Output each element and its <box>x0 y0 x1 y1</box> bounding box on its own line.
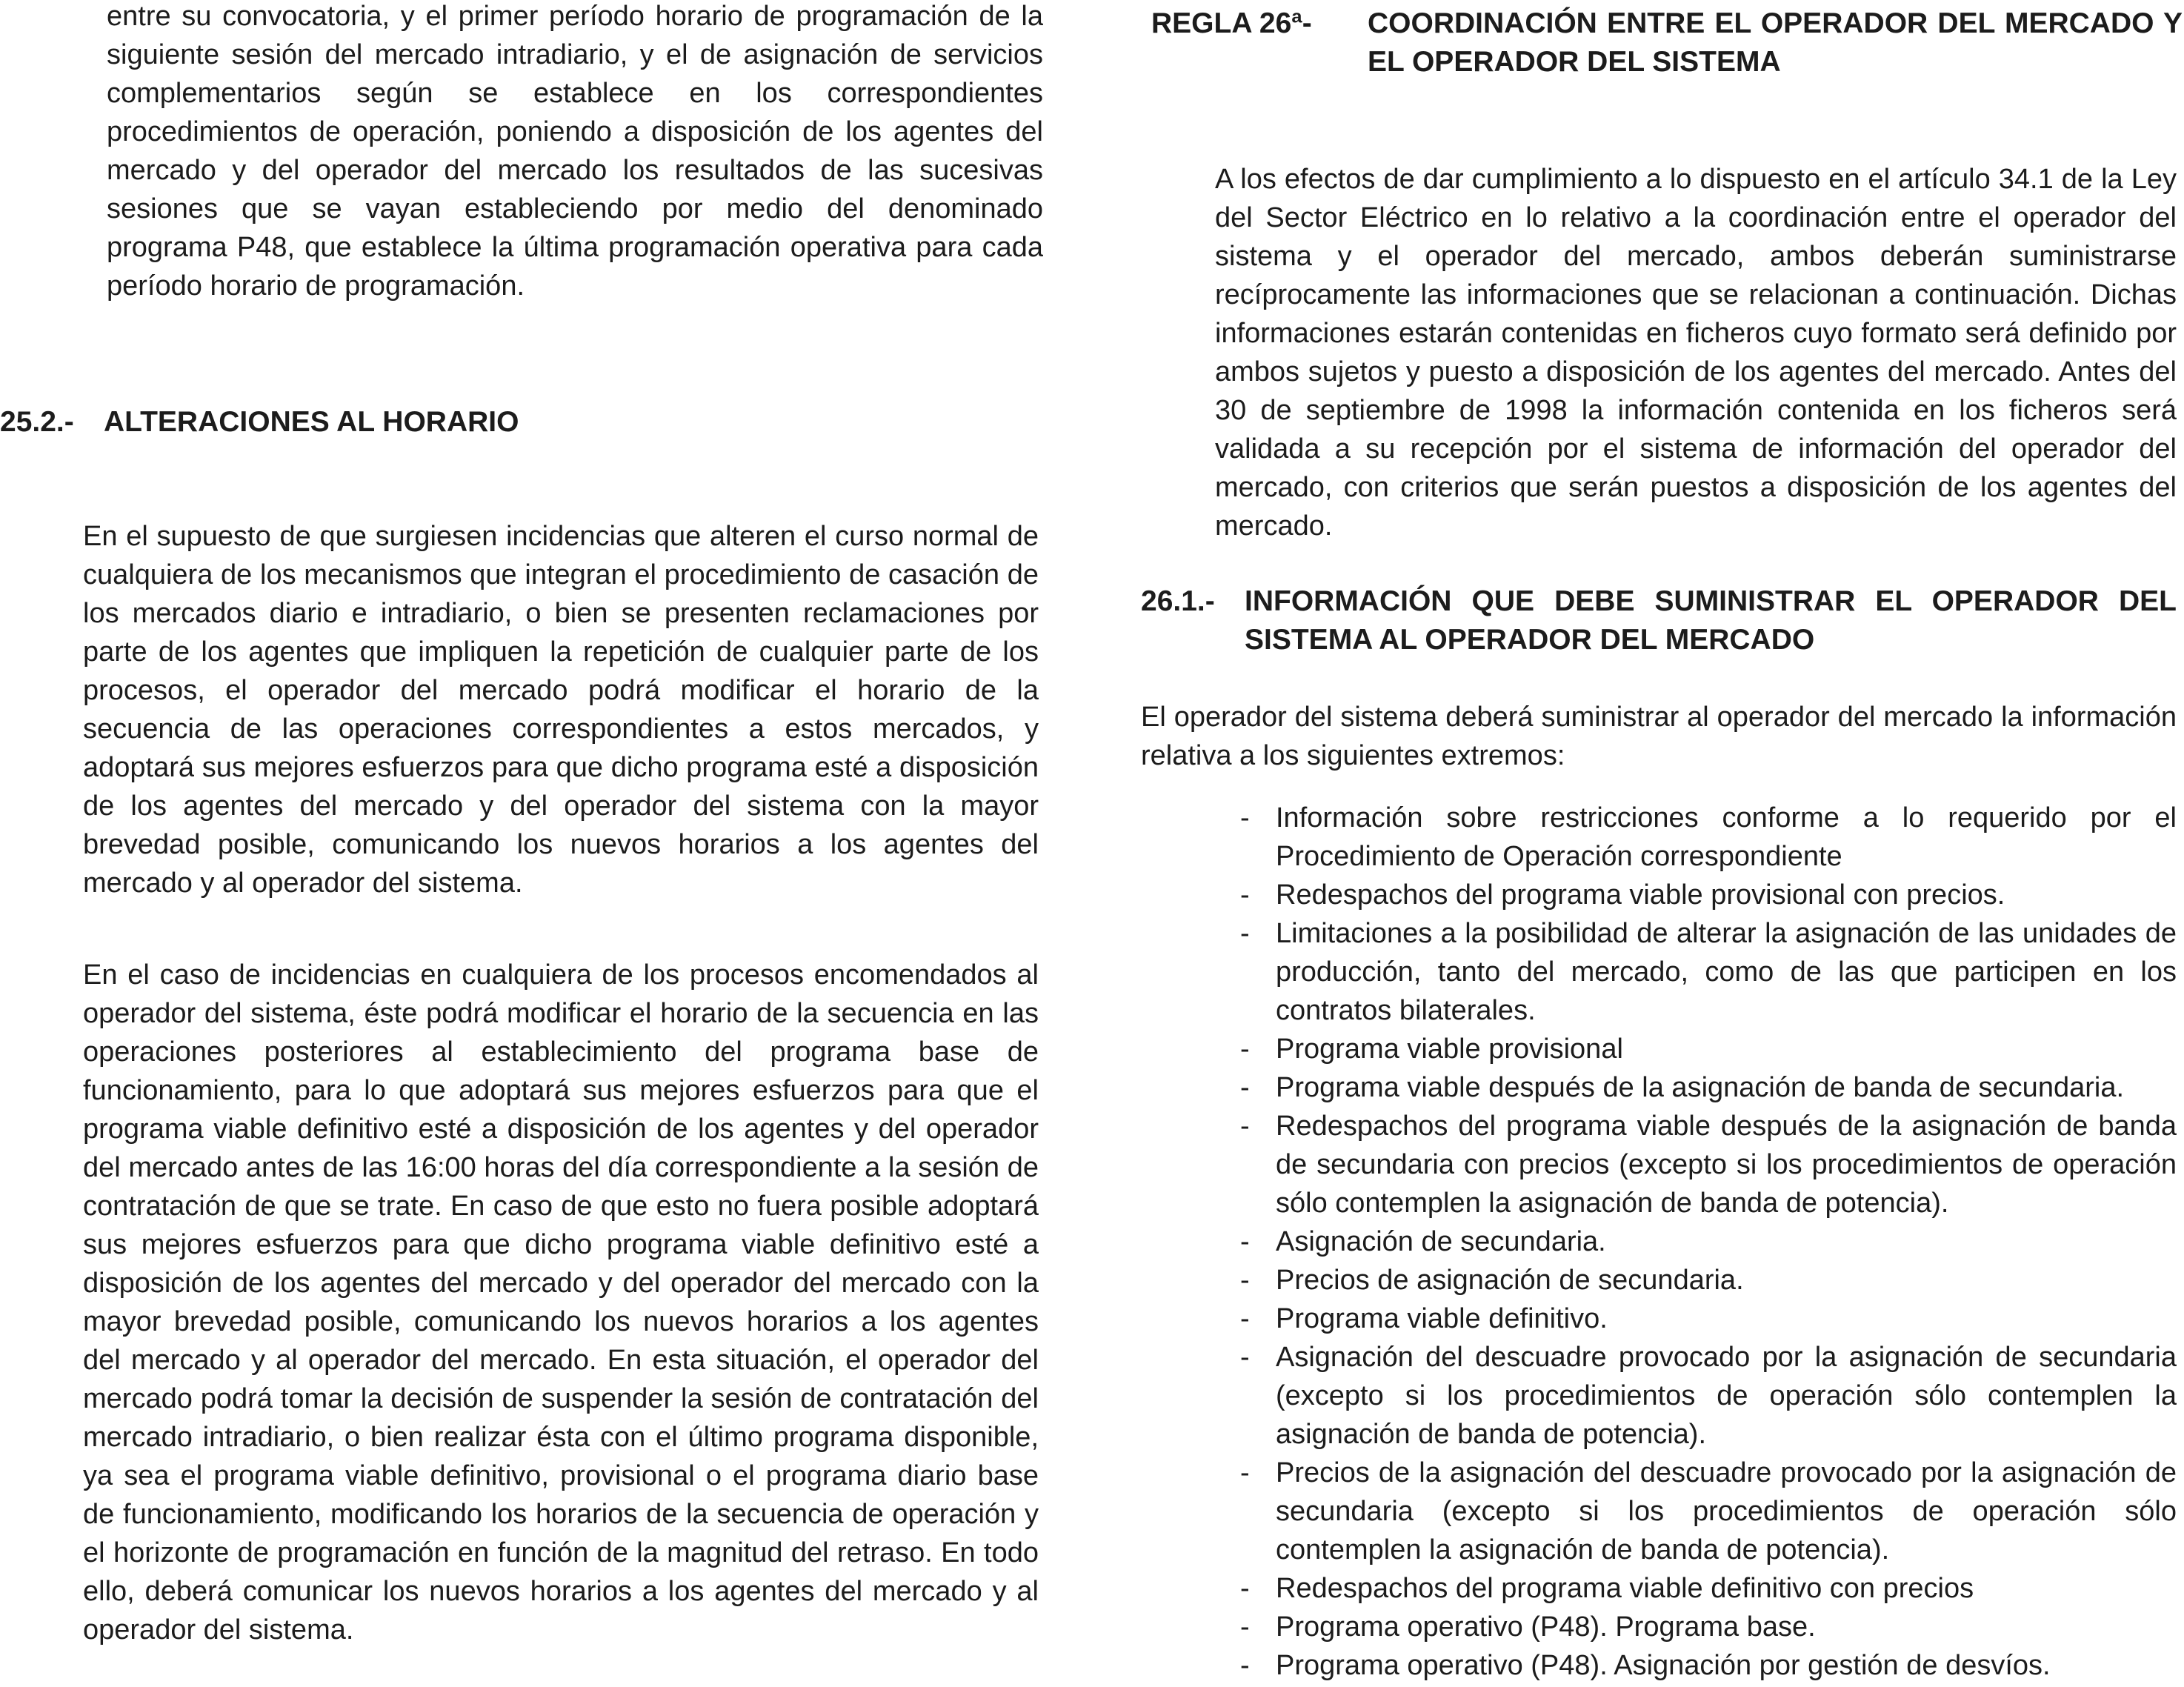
bullet-dash: - <box>1240 1457 1250 1488</box>
rule-number: REGLA 26ª- <box>1151 7 1312 39</box>
bullet-dash: - <box>1240 1573 1250 1604</box>
list-item <box>1240 1068 2177 1107</box>
paragraph-coordination: A los efectos de dar cumplimiento a lo dispuesto en el artículo 34.1 de la Ley del Sector Eléctrico en lo relativo a la coordinación entre el operador del sistema y el operador del mercado, ambos deberán suministrarse recíprocamente las informaciones que se relacionan a continuación. Dichas informaciones estarán contenidas en ficheros cuyo formato será definido por ambos sujetos y puesto a disposición de los agentes del mercado. Antes del 30 de septiembre de 1998 la información contenida en los ficheros será validada a su recepción por el sistema de información del operador del mercado, con criterios que serán puestos a disposición de los agentes del mercado. <box>1215 164 2177 542</box>
list-item <box>1240 1608 2177 1646</box>
paragraph-supply-info: El operador del sistema deberá suministrar al operador del mercado la información relativa a los siguientes extremos: <box>1141 702 2177 771</box>
list-item <box>1240 1454 2177 1569</box>
bullet-dash: - <box>1240 1650 1250 1681</box>
list-item-text: Precios de la asignación del descuadre provocado por la asignación de secundaria (excepto si los procedimientos de operación sólo contemplen la asignación de banda de potencia). <box>1276 1457 2177 1565</box>
list-item <box>1240 1300 2177 1338</box>
bullet-dash: - <box>1240 1265 1250 1296</box>
bullet-dash: - <box>1240 802 1250 833</box>
list-item <box>1240 1107 2177 1222</box>
list-item-text: Programa operativo (P48). Asignación por gestión de desvíos. <box>1276 1650 2051 1681</box>
section-number: 26.1.- <box>1141 585 1215 617</box>
list-item <box>1240 799 2177 876</box>
bullet-dash: - <box>1240 1072 1250 1103</box>
list-item-text: Redespachos del programa viable definitivo con precios <box>1276 1573 1974 1604</box>
rule-title: COORDINACIÓN ENTRE EL OPERADOR DEL MERCADO Y EL OPERADOR DEL SISTEMA <box>1368 7 2183 78</box>
list-item <box>1240 1569 2177 1608</box>
list-item <box>1240 914 2177 1030</box>
list-item <box>1240 1646 2177 1685</box>
bullet-dash: - <box>1240 1111 1250 1142</box>
bullet-dash: - <box>1240 1226 1250 1257</box>
bullet-dash: - <box>1240 879 1250 911</box>
list-item <box>1240 1222 2177 1261</box>
rule-heading <box>1151 4 2181 86</box>
list-item <box>1240 876 2177 914</box>
bullet-dash: - <box>1240 1611 1250 1643</box>
list-item-text: Programa viable provisional <box>1276 1034 1623 1065</box>
list-item <box>1240 1261 2177 1300</box>
list-item-text: Redespachos del programa viable después de la asignación de banda de secundaria con precios (excepto si los procedimientos de operación sólo contemplen la asignación de banda de potencia). <box>1276 1111 2177 1219</box>
list-item-text: Redespachos del programa viable provisional con precios. <box>1276 879 2005 911</box>
section-title: INFORMACIÓN QUE DEBE SUMINISTRAR EL OPERADOR DEL SISTEMA AL OPERADOR DEL MERCADO <box>1245 585 2177 656</box>
list-item-text: Programa viable después de la asignación de banda de secundaria. <box>1276 1072 2125 1103</box>
list-item <box>1240 1030 2177 1068</box>
section-title: ALTERACIONES AL HORARIO <box>104 406 519 438</box>
list-item-text: Asignación del descuadre provocado por la asignación de secundaria (excepto si los procedimientos de operación sólo contemplen la asignación de banda de potencia). <box>1276 1342 2177 1450</box>
list-item-text: Asignación de secundaria. <box>1276 1226 1606 1257</box>
section-number: 25.2.- <box>0 406 74 438</box>
list-item-text: Información sobre restricciones conforme a lo requerido por el Procedimiento de Operación correspondiente <box>1276 802 2177 872</box>
bullet-dash: - <box>1240 1034 1250 1065</box>
list-item-text: Limitaciones a la posibilidad de alterar la asignación de las unidades de producción, tanto del mercado, como de las que participen en los contratos bilaterales. <box>1276 918 2177 1026</box>
paragraph-incidences-market: En el supuesto de que surgiesen incidencias que alteren el curso normal de cualquiera de los mecanismos que integran el procedimiento de casación de los mercados diario e intradiario, o bien se presenten reclamaciones por parte de los agentes que impliquen la repetición de cualquier parte de los procesos, el operador del mercado podrá modificar el horario de la secuencia de las operaciones correspondientes a estos mercados, y adoptará sus mejores esfuerzos para que dicho programa esté a disposición de los agentes del mercado y del operador del sistema con la mayor brevedad posible, comunicando los nuevos horarios a los agentes del mercado y al operador del sistema. <box>83 521 1039 899</box>
section-heading-26-1 <box>1141 582 2178 664</box>
list-item <box>1240 1338 2177 1454</box>
list-item-text: Programa viable definitivo. <box>1276 1303 1608 1334</box>
supply-info-list <box>1240 799 2177 1685</box>
list-item-text: Precios de asignación de secundaria. <box>1276 1265 1744 1296</box>
bullet-dash: - <box>1240 1342 1250 1373</box>
section-heading-25-2 <box>0 403 1037 445</box>
paragraph-incidences-system: En el caso de incidencias en cualquiera de los procesos encomendados al operador del sistema, éste podrá modificar el horario de la secuencia en las operaciones posteriores al establecimiento del programa base de funcionamiento, para lo que adoptará sus mejores esfuerzos para que el programa viable definitivo esté a disposición de los agentes y del operador del mercado antes de las 16:00 horas del día correspondiente a la sesión de contratación de que se trate. En caso de que esto no fuera posible adoptará sus mejores esfuerzos para que dicho programa viable definitivo esté a disposición de los agentes del mercado y del operador del mercado con la mayor brevedad posible, comunicando los nuevos horarios a los agentes del mercado y al operador del mercado. En esta situación, el operador del mercado podrá tomar la decisión de suspender la sesión de contratación del mercado intradiario, o bien realizar ésta con el último programa disponible, ya sea el programa viable definitivo, provisional o el programa diario base de funcionamiento, modificando los horarios de la secuencia de operación y el horizonte de programación en función de la magnitud del retraso. En todo ello, deberá comunicar los nuevos horarios a los agentes del mercado y al operador del sistema. <box>83 959 1039 1646</box>
list-item-text: Programa operativo (P48). Programa base. <box>1276 1611 1816 1643</box>
bullet-dash: - <box>1240 918 1250 949</box>
intro-paragraph: entre su convocatoria, y el primer período horario de programación de la siguiente sesión del mercado intradiario, y el de asignación de servicios complementarios según se establece en los correspondientes procedimientos de operación, poniendo a disposición de los agentes del mercado y del operador del mercado los resultados de las sucesivas sesiones que se vayan estableciendo por medio del denominado programa P48, que establece la última programación operativa para cada período horario de programación. <box>107 1 1043 302</box>
bullet-dash: - <box>1240 1303 1250 1334</box>
